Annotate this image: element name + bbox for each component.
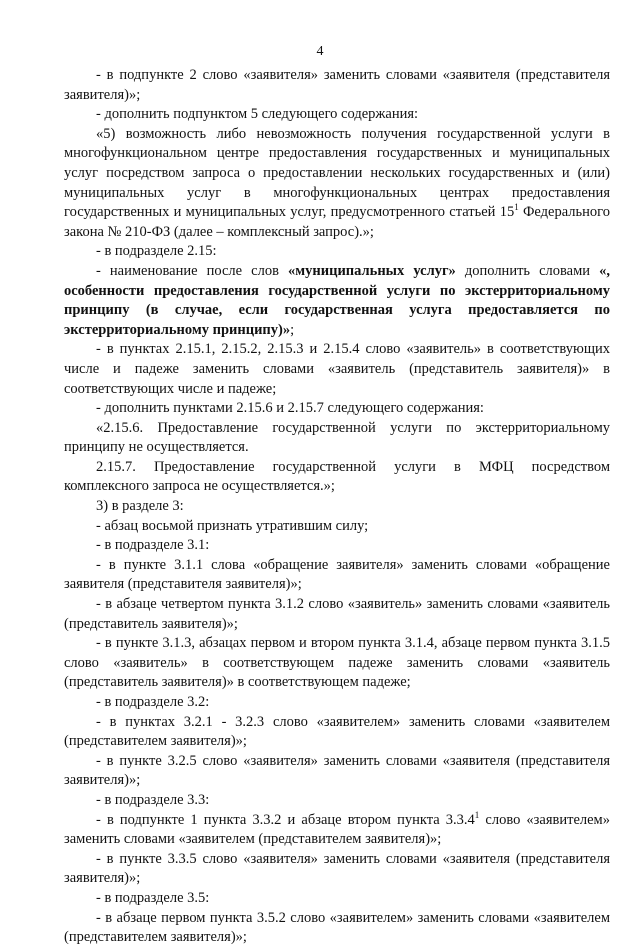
paragraph-5-text-a: - наименование после слов — [96, 262, 288, 279]
paragraph-8: «2.15.6. Предоставление государственной услуги по экстерриториальному принципу не осуществляется. — [64, 419, 610, 456]
superscript-1: 1 — [514, 202, 519, 213]
paragraph-5 — [64, 262, 610, 340]
paragraph-15: - в пункте 3.1.3, абзацах первом и втором пункта 3.1.4, абзаце первом пункта 3.1.5 слово «заявитель» в соответствующем падеже заменить словами «заявитель (представитель заявителя)» в соответствующем падеже; — [64, 635, 610, 691]
paragraph-20 — [64, 811, 610, 850]
paragraph-5-text-c: ; — [290, 321, 295, 338]
paragraph-23: - в абзаце первом пункта 3.5.2 слово «заявителем» заменить словами «заявителем (представителем заявителя)»; — [64, 909, 610, 946]
paragraph-3-text-b: Федерального закона № 210-ФЗ (далее – комплексный запрос).»; — [64, 204, 610, 240]
document-body — [64, 66, 610, 948]
paragraph-3 — [64, 125, 610, 243]
paragraph-14: - в абзаце четвертом пункта 3.1.2 слово «заявитель» заменить словами «заявитель (представитель заявителя)»; — [64, 596, 610, 632]
paragraph-16: - в подразделе 3.2: — [96, 694, 210, 710]
paragraph-22: - в подразделе 3.5: — [96, 889, 210, 906]
paragraph-20-text-a: - в подпункте 1 пункта 3.3.2 и абзаце втором пункта 3.3.4 — [96, 811, 475, 828]
paragraph-2: - дополнить подпунктом 5 следующего содержания: — [96, 106, 419, 123]
page-number: 4 — [316, 44, 324, 59]
paragraph-5-bold-1: «муниципальных услуг» — [288, 262, 456, 279]
paragraph-6: - в пунктах 2.15.1, 2.15.2, 2.15.3 и 2.15.4 слово «заявитель» в соответствующих числе и падеже заменить словами «заявитель (представитель заявителя)» в соответствующих числе и падеже; — [64, 341, 610, 397]
paragraph-18: - в пункте 3.2.5 слово «заявителя» заменить словами «заявителя (представителя заявителя)»; — [64, 752, 610, 789]
paragraph-1: - в подпункте 2 слово «заявителя» заменить словами «заявителя (представителя заявителя)»; — [64, 67, 610, 103]
paragraph-21: - в пункте 3.3.5 слово «заявителя» заменить словами «заявителя (представителя заявителя)»; — [64, 850, 610, 887]
paragraph-19: - в подразделе 3.3: — [96, 791, 210, 808]
paragraph-20-text-b: слово «заявителем» заменить словами «заявителем (представителем заявителя)»; — [64, 811, 610, 848]
paragraph-11: - абзац восьмой признать утратившим силу; — [96, 517, 369, 534]
paragraph-17: - в пунктах 3.2.1 - 3.2.3 слово «заявителем» заменить словами «заявителем (представителем заявителя)»; — [64, 713, 610, 750]
paragraph-5-bold-2: «, особенности предоставления государственной услуги по экстерриториальному принципу (в случае, если государственная услуга предоставляется по экстерриториальному принципу)» — [64, 262, 610, 338]
paragraph-13: - в пункте 3.1.1 слова «обращение заявителя» заменить словами «обращение заявителя (представителя заявителя)»; — [64, 556, 610, 593]
paragraph-5-text-b: дополнить словами — [455, 262, 600, 279]
paragraph-12: - в подразделе 3.1: — [96, 537, 210, 554]
superscript-2: 1 — [474, 809, 480, 820]
paragraph-10: 3) в разделе 3: — [96, 498, 184, 515]
paragraph-7: - дополнить пунктами 2.15.6 и 2.15.7 следующего содержания: — [96, 400, 484, 417]
paragraph-9: 2.15.7. Предоставление государственной услуги в МФЦ посредством комплексного запроса не осуществляется.»; — [64, 458, 610, 495]
paragraph-4: - в подразделе 2.15: — [96, 243, 217, 260]
paragraph-3-text-a: «5) возможность либо невозможность получения государственной услуги в многофункциональном центре предоставления государственных и муниципальных услуг посредством запроса о предоставлении нескольких государственных и (или) муниципальных услуг в многофункциональных центрах предоставления государственных и муниципальных услуг, предусмотренного статьей 15 — [64, 125, 610, 221]
